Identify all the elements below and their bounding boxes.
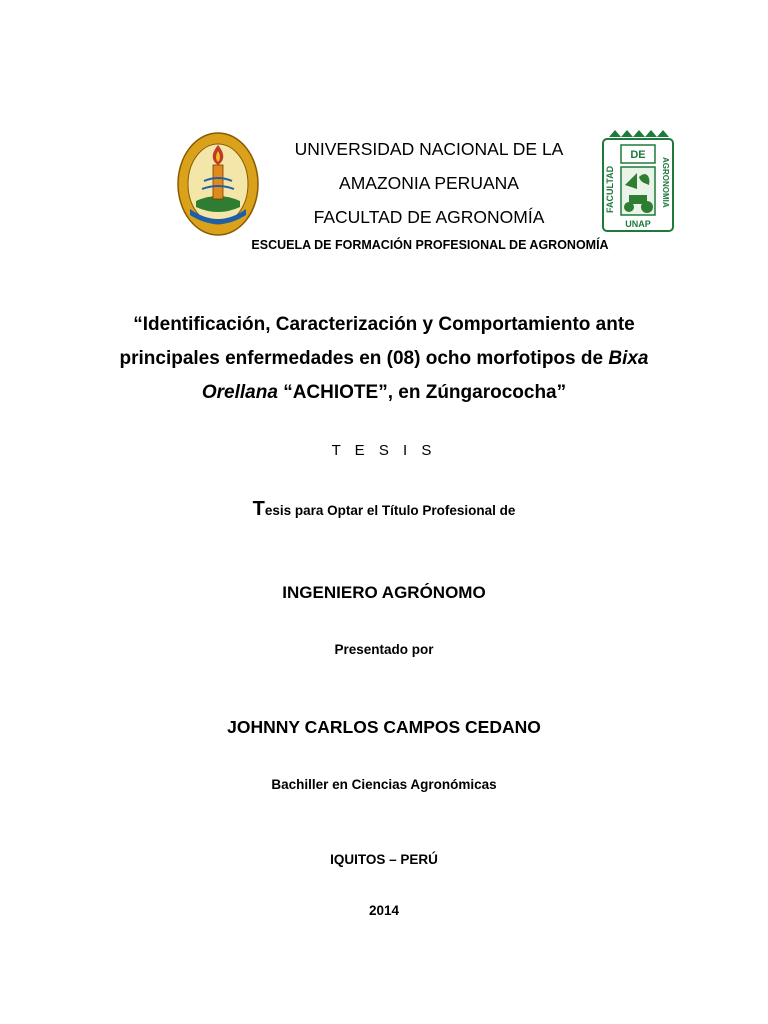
crest-top-text: DE <box>630 149 646 161</box>
title-line-2 <box>0 342 768 376</box>
faculty-crest-logo <box>599 127 677 235</box>
degree-purpose <box>0 498 768 521</box>
university-header <box>264 132 594 234</box>
author-degree: Bachiller en Ciencias Agronómicas <box>271 777 497 792</box>
university-name-line1: UNIVERSIDAD NACIONAL DE LA <box>294 139 564 159</box>
school-name: ESCUELA DE FORMACIÓN PROFESIONAL DE AGRONOMÍA <box>251 238 609 252</box>
faculty-name: FACULTAD DE AGRONOMÍA <box>313 207 545 227</box>
presented-by-label: Presentado por <box>334 642 434 657</box>
degree-purpose-initial: T <box>252 498 265 520</box>
title-species-genus: Bixa <box>608 348 649 369</box>
crest-right-text: AGRONOMIA <box>661 157 670 208</box>
thesis-title <box>0 308 768 410</box>
title-line-2-text: principales enfermedades en (08) ocho morfotipos de <box>119 348 609 369</box>
title-line-1: “Identificación, Caracterización y Comportamiento ante <box>133 314 635 335</box>
crest-bottom-text: UNAP <box>625 219 651 229</box>
year: 2014 <box>368 903 400 918</box>
author-name: JOHNNY CARLOS CAMPOS CEDANO <box>227 717 541 737</box>
document-type: T E S I S <box>331 442 437 459</box>
title-line-3-text: “ACHIOTE”, en Zúngarococha” <box>277 382 567 403</box>
university-name-line2: AMAZONIA PERUANA <box>339 173 519 193</box>
place: IQUITOS – PERÚ <box>330 852 438 867</box>
title-line-3 <box>0 376 768 410</box>
professional-title: INGENIERO AGRÓNOMO <box>282 583 486 602</box>
degree-purpose-text: esis para Optar el Título Profesional de <box>264 503 516 518</box>
university-seal-logo <box>176 131 260 237</box>
crest-left-text: FACULTAD <box>605 165 615 213</box>
title-species-epithet: Orellana <box>201 382 278 403</box>
